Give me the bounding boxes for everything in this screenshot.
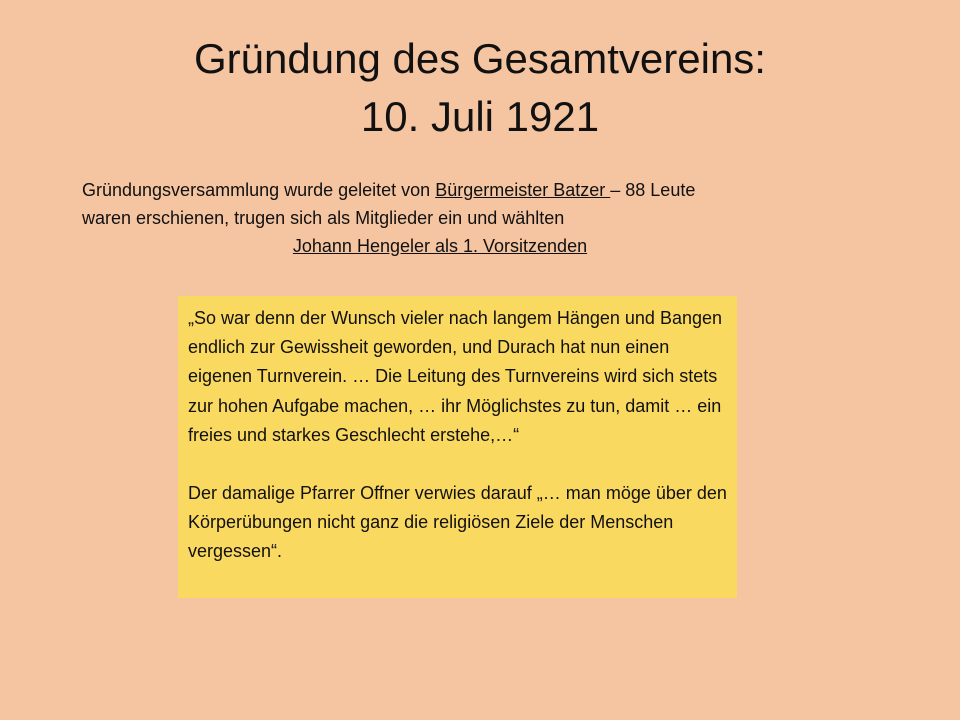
chairman-name: Johann Hengeler als 1. Vorsitzenden bbox=[292, 236, 588, 256]
title-line-2: 10. Juli 1921 bbox=[360, 93, 600, 140]
intro-text bbox=[82, 176, 882, 260]
intro-line-2: waren erschienen, trugen sich als Mitglieder ein und wählten bbox=[82, 208, 565, 228]
quote-paragraph-1: „So war denn der Wunsch vieler nach langem Hängen und Bangen endlich zur Gewissheit geworden, und Durach hat nun einen eigenen Turnverein. … Die Leitung des Turnvereins wird sich stets zur hohen Aufgabe machen, … ihr Möglichstes zu tun, damit … ein freies und starkes Geschlecht erstehe,…“ bbox=[188, 308, 723, 445]
intro-line-3 bbox=[82, 232, 780, 260]
mayor-name: Bürgermeister Batzer bbox=[435, 180, 611, 200]
intro-line-1 bbox=[82, 176, 882, 204]
title-line-1: Gründung des Gesamtvereins: bbox=[194, 35, 766, 82]
slide-title bbox=[0, 30, 960, 146]
quote-box bbox=[178, 296, 737, 598]
intro-part-2: – 88 Leute bbox=[610, 180, 696, 200]
intro-part-1: Gründungsversammlung wurde geleitet von bbox=[82, 180, 436, 200]
quote-paragraph-2: Der damalige Pfarrer Offner verwies darauf „… man möge über den Körperübungen nicht ganz die religiösen Ziele der Menschen vergessen“. bbox=[188, 483, 727, 562]
